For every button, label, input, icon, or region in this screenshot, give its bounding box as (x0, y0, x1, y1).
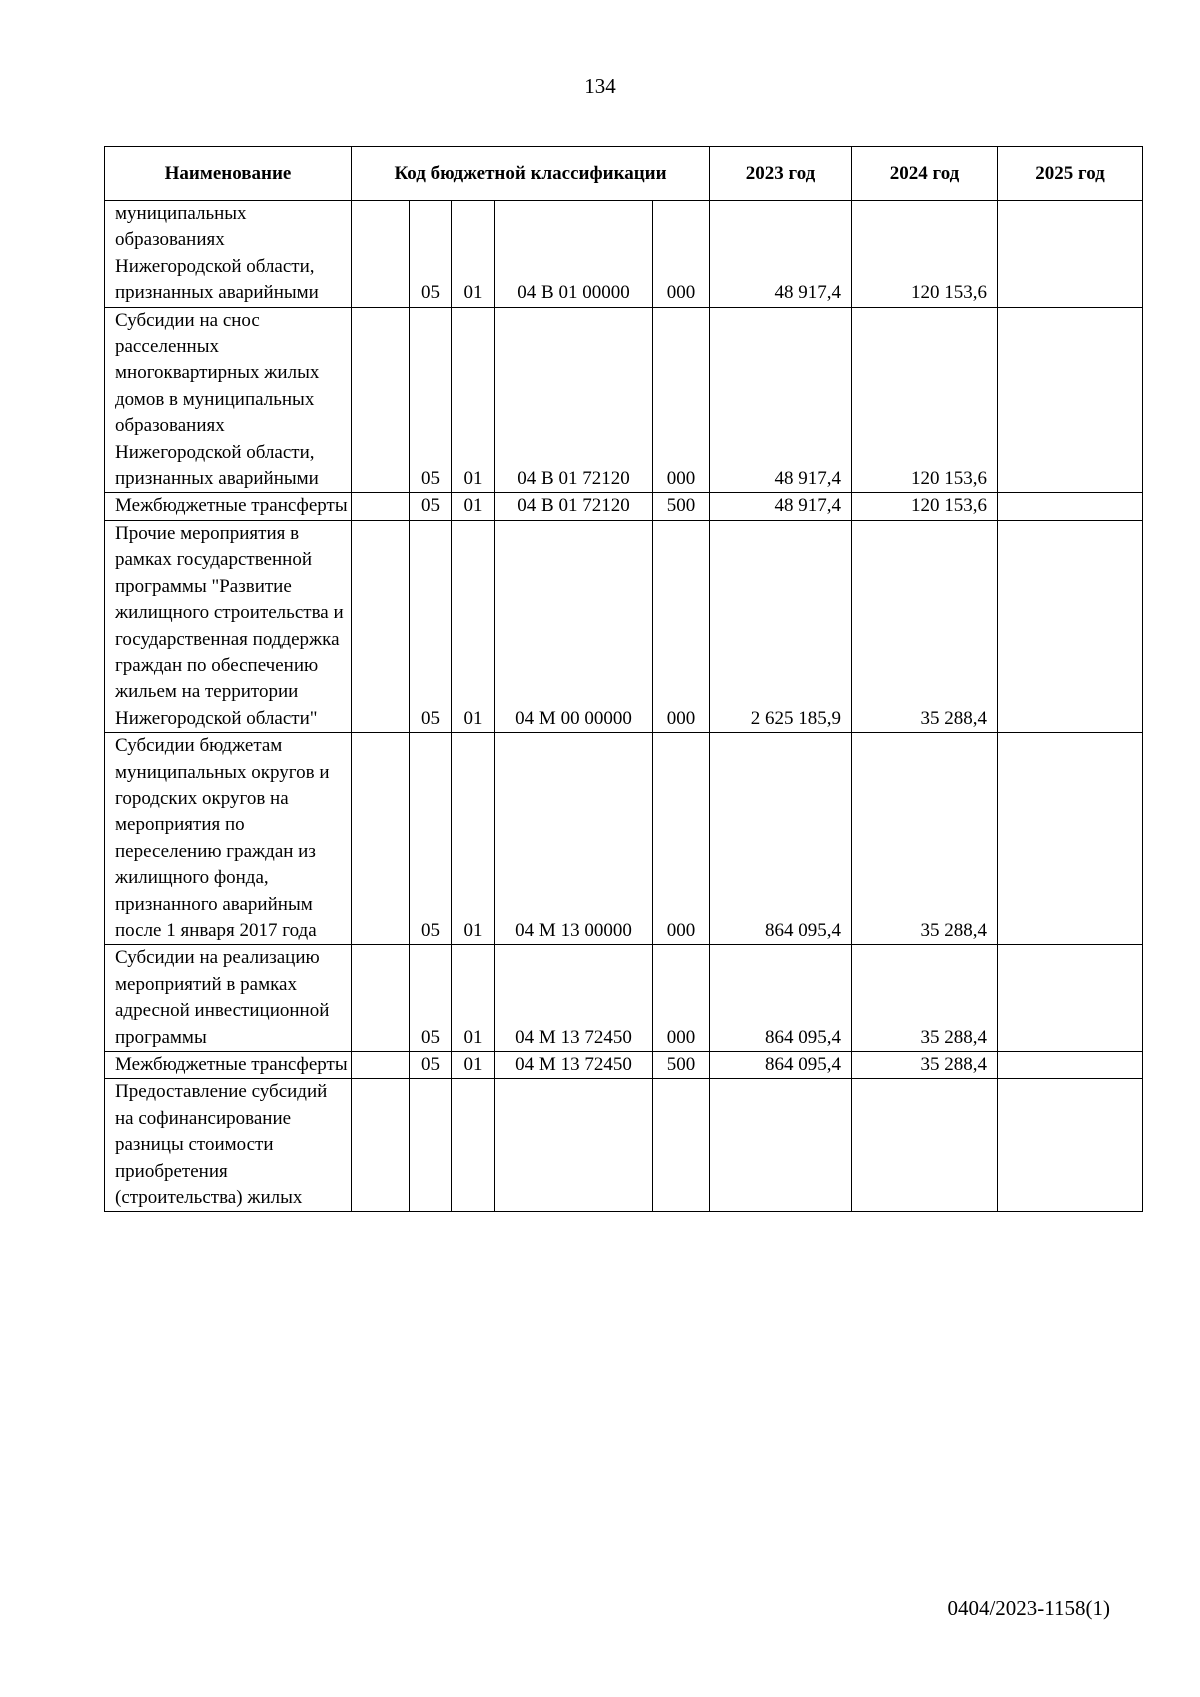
row-subsection: 01 (452, 493, 495, 520)
table-row (105, 1079, 1143, 1212)
table-row (105, 733, 1143, 945)
row-name: Субсидии бюджетам муниципальных округов и городских округов на мероприятия по переселению граждан из жилищного фонда, признанного аварийным после 1 января 2017 года (105, 733, 352, 945)
table-row (105, 1052, 1143, 1079)
row-expense-type: 000 (653, 520, 710, 732)
row-2023: 864 095,4 (710, 945, 852, 1052)
row-expense-type: 000 (653, 733, 710, 945)
row-expense-type: 500 (653, 493, 710, 520)
row-2023: 48 917,4 (710, 201, 852, 308)
row-section: 05 (410, 733, 452, 945)
row-target-article: 04 М 13 72450 (495, 1052, 653, 1079)
header-2024: 2024 год (852, 147, 998, 201)
row-2024: 120 153,6 (852, 493, 998, 520)
row-2025 (998, 307, 1143, 493)
row-subsection: 01 (452, 307, 495, 493)
row-2023: 864 095,4 (710, 1052, 852, 1079)
header-2023: 2023 год (710, 147, 852, 201)
row-name: Субсидии на реализацию мероприятий в рамках адресной инвестиционной программы (105, 945, 352, 1052)
row-target-article: 04 М 13 00000 (495, 733, 653, 945)
row-blank-code (352, 1052, 410, 1079)
row-expense-type: 500 (653, 1052, 710, 1079)
table-row (105, 520, 1143, 732)
row-blank-code (352, 1079, 410, 1212)
row-expense-type: 000 (653, 307, 710, 493)
row-section: 05 (410, 493, 452, 520)
row-2025 (998, 1079, 1143, 1212)
page-number: 134 (584, 74, 616, 98)
row-2025 (998, 493, 1143, 520)
row-name: муниципальных образованиях Нижегородской области, признанных аварийными (105, 201, 352, 308)
row-subsection: 01 (452, 733, 495, 945)
row-name: Субсидии на снос расселенных многоквартирных жилых домов в муниципальных образованиях Нижегородской области, признанных аварийными (105, 307, 352, 493)
document-code: 0404/2023-1158(1) (947, 1596, 1110, 1620)
table-row (105, 945, 1143, 1052)
row-2024: 35 288,4 (852, 945, 998, 1052)
row-blank-code (352, 493, 410, 520)
row-blank-code (352, 201, 410, 308)
row-blank-code (352, 733, 410, 945)
row-2024: 120 153,6 (852, 307, 998, 493)
row-section: 05 (410, 307, 452, 493)
table-header-row (105, 147, 1143, 201)
row-subsection: 01 (452, 201, 495, 308)
row-target-article: 04 В 01 72120 (495, 493, 653, 520)
row-section (410, 1079, 452, 1212)
row-2024: 35 288,4 (852, 733, 998, 945)
row-2023: 2 625 185,9 (710, 520, 852, 732)
row-2024 (852, 1079, 998, 1212)
row-target-article: 04 В 01 72120 (495, 307, 653, 493)
row-2023: 864 095,4 (710, 733, 852, 945)
row-target-article (495, 1079, 653, 1212)
row-expense-type: 000 (653, 201, 710, 308)
row-expense-type: 000 (653, 945, 710, 1052)
row-2024: 120 153,6 (852, 201, 998, 308)
header-2025: 2025 год (998, 147, 1143, 201)
row-blank-code (352, 945, 410, 1052)
row-expense-type (653, 1079, 710, 1212)
row-target-article: 04 М 13 72450 (495, 945, 653, 1052)
row-target-article: 04 М 00 00000 (495, 520, 653, 732)
header-code: Код бюджетной классификации (352, 147, 710, 201)
row-blank-code (352, 520, 410, 732)
table-row (105, 493, 1143, 520)
row-subsection: 01 (452, 1052, 495, 1079)
row-2025 (998, 201, 1143, 308)
row-2025 (998, 945, 1143, 1052)
row-target-article: 04 В 01 00000 (495, 201, 653, 308)
row-2023: 48 917,4 (710, 307, 852, 493)
row-name: Межбюджетные трансферты (105, 1052, 352, 1079)
row-2023: 48 917,4 (710, 493, 852, 520)
row-name: Прочие мероприятия в рамках государственной программы "Развитие жилищного строительства и государственная поддержка граждан по обеспечению жильем на территории Нижегородской области" (105, 520, 352, 732)
row-blank-code (352, 307, 410, 493)
row-section: 05 (410, 945, 452, 1052)
row-2023 (710, 1079, 852, 1212)
row-name: Межбюджетные трансферты (105, 493, 352, 520)
row-subsection: 01 (452, 520, 495, 732)
row-section: 05 (410, 201, 452, 308)
header-name: Наименование (105, 147, 352, 201)
row-subsection (452, 1079, 495, 1212)
table-row (105, 201, 1143, 308)
row-name: Предоставление субсидий на софинансирование разницы стоимости приобретения (строительства) жилых (105, 1079, 352, 1212)
table-row (105, 307, 1143, 493)
row-section: 05 (410, 520, 452, 732)
row-2024: 35 288,4 (852, 520, 998, 732)
budget-table (104, 146, 1143, 1212)
row-subsection: 01 (452, 945, 495, 1052)
row-section: 05 (410, 1052, 452, 1079)
row-2025 (998, 733, 1143, 945)
row-2025 (998, 1052, 1143, 1079)
row-2024: 35 288,4 (852, 1052, 998, 1079)
row-2025 (998, 520, 1143, 732)
